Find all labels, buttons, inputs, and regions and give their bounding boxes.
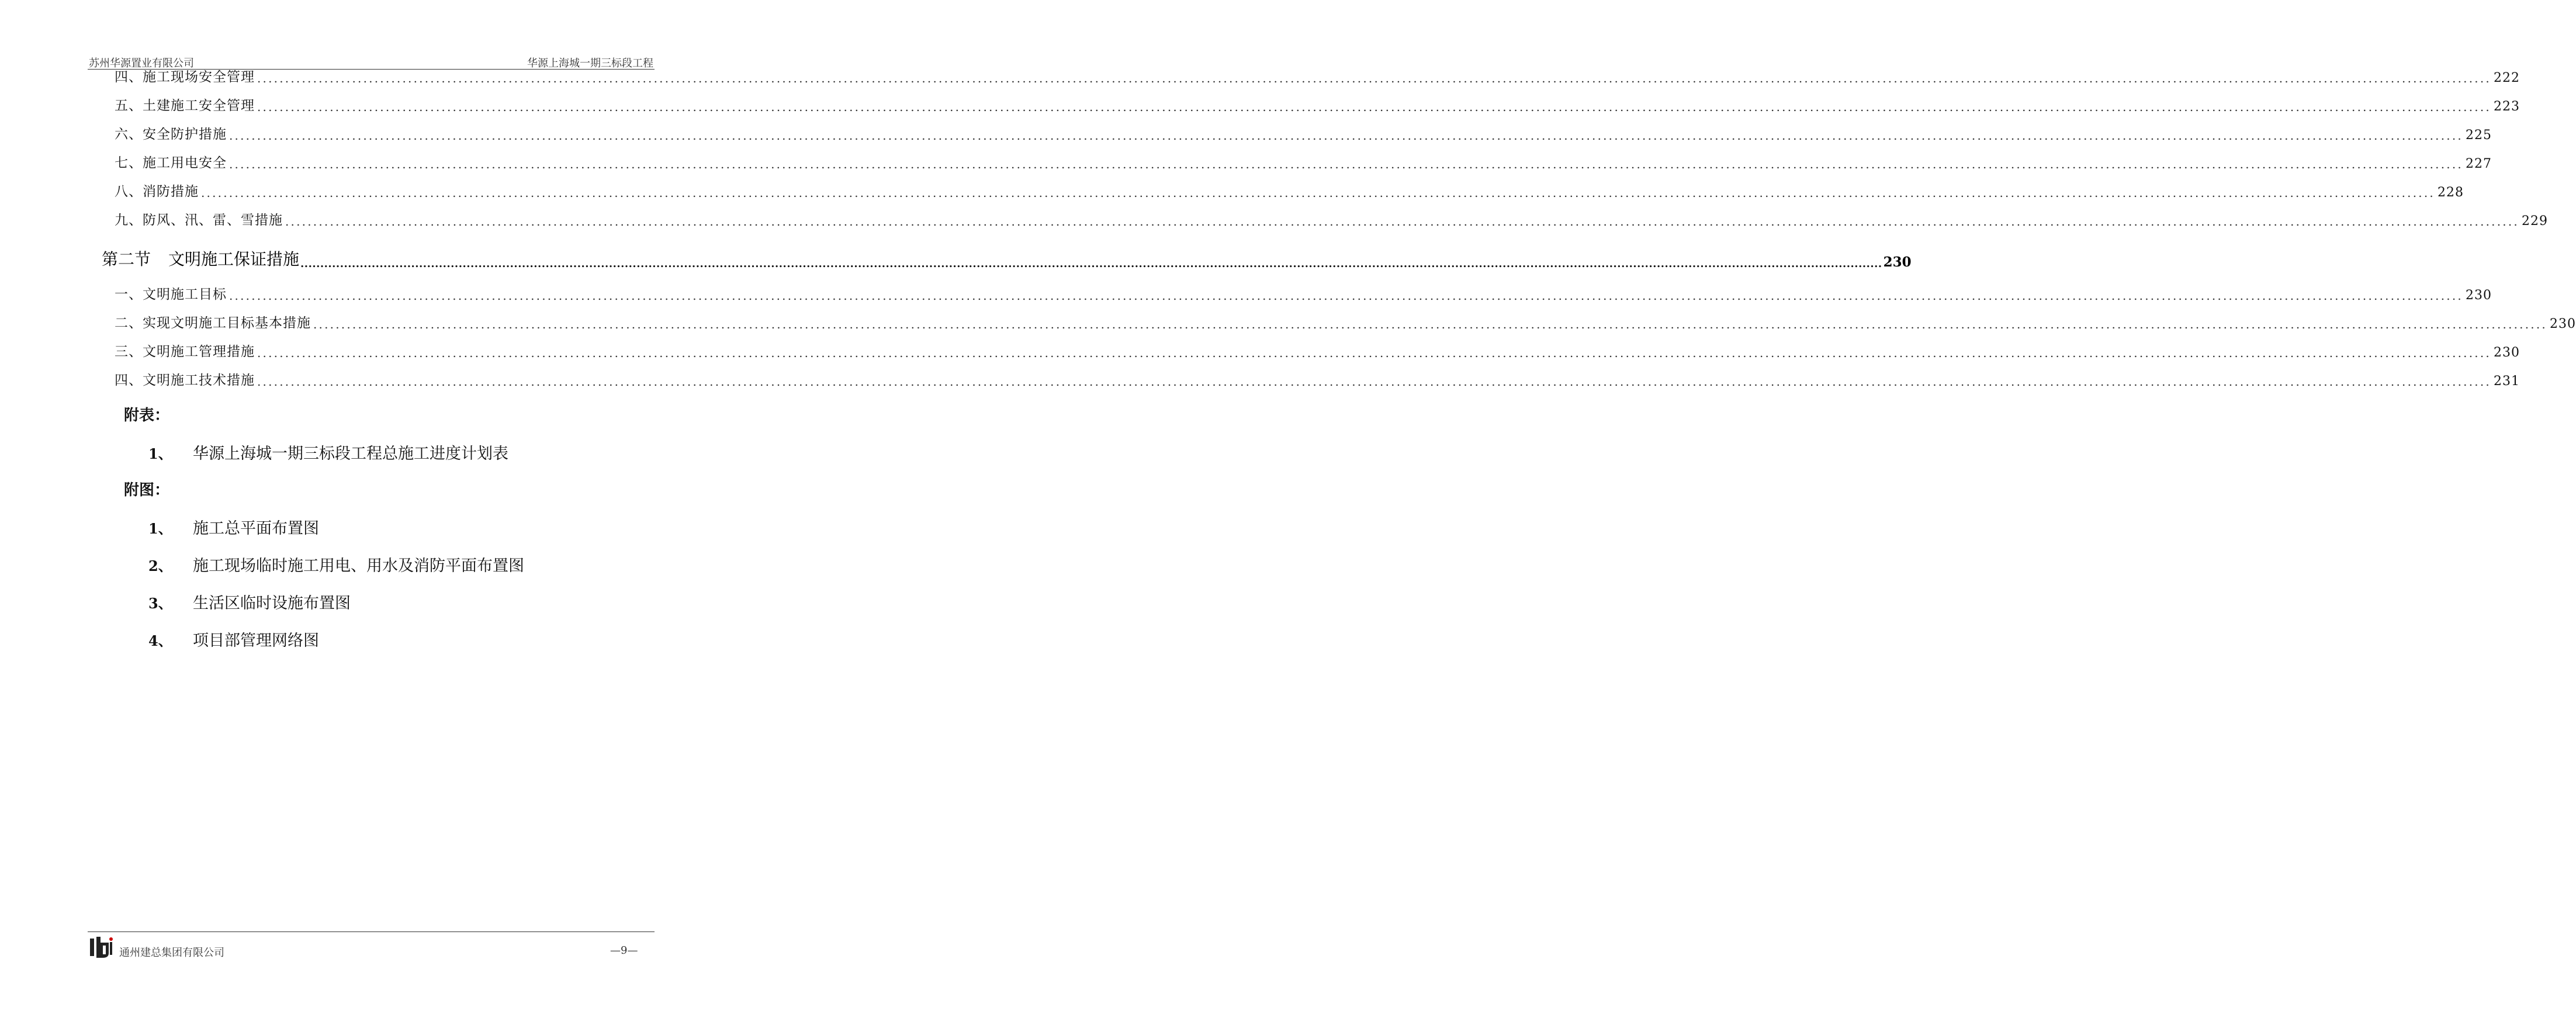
toc-entry-label: 八、消防措施 — [115, 184, 199, 199]
toc-entry-label: 七、施工用电安全 — [115, 155, 227, 171]
company-logo-icon — [89, 936, 113, 959]
header-right-project: 华源上海城一期三标段工程 — [527, 57, 653, 70]
footer-rule — [88, 931, 655, 932]
appendix-item-number: 1、 — [148, 445, 172, 462]
toc-entry[interactable] — [115, 94, 2520, 114]
toc-entry[interactable] — [115, 369, 2520, 389]
section-title: 文明施工保证措施 — [168, 250, 300, 269]
appendix-figure-item — [148, 515, 319, 538]
toc-entry-page: 230 — [2549, 317, 2576, 331]
toc-section-label — [102, 247, 299, 270]
footer-page-number: —9— — [610, 944, 638, 957]
toc-leader-dots: ................................................................................................................................................................................................................................................................................................................................................................................................................ — [313, 317, 2547, 331]
toc-entry-label: 一、文明施工目标 — [115, 287, 227, 302]
toc-entry-page: 230 — [2493, 345, 2520, 360]
appendix-table-heading: 附表： — [124, 407, 170, 424]
appendix-item-text: 项目部管理网络图 — [193, 632, 319, 650]
toc-entry-label: 九、防风、汛、雷、雪措施 — [115, 213, 283, 228]
toc-leader-dots: ................................................................................................................................................................................................................................................................................................................................................................................................................ — [257, 375, 2491, 389]
toc-entry-page: 231 — [2493, 374, 2520, 389]
toc-leader-dots: ................................................................................................................................................................................................................................................................................................................................................................................................................ — [257, 100, 2491, 114]
appendix-figure-heading: 附图： — [124, 482, 170, 499]
toc-entry[interactable] — [115, 123, 2492, 143]
toc-entry-label: 三、文明施工管理措施 — [115, 344, 255, 359]
toc-leader-dots: ................................................................................................................................................................................................................................................................................................................................................................................................................ — [201, 186, 2435, 200]
toc-entry-page: 222 — [2493, 71, 2520, 85]
appendix-item-text: 施工总平面布置图 — [193, 520, 319, 538]
toc-leader-dots: ................................................................................................................................................................................................................................................................................................................................................................................................................ — [300, 258, 1882, 270]
appendix-item-text: 华源上海城一期三标段工程总施工进度计划表 — [193, 445, 508, 463]
toc-leader-dots: ................................................................................................................................................................................................................................................................................................................................................................................................................ — [257, 346, 2491, 360]
appendix-item-number: 2、 — [148, 557, 172, 574]
toc-leader-dots: ................................................................................................................................................................................................................................................................................................................................................................................................................ — [285, 214, 2519, 228]
toc-leader-dots: ................................................................................................................................................................................................................................................................................................................................................................................................................ — [257, 71, 2491, 85]
appendix-item-text: 施工现场临时施工用电、用水及消防平面布置图 — [193, 557, 524, 575]
appendix-figure-item — [148, 590, 351, 613]
toc-entry-label: 二、实现文明施工目标基本措施 — [115, 316, 311, 331]
toc-entry-page: 225 — [2465, 128, 2492, 143]
toc-entry[interactable] — [115, 209, 2548, 228]
toc-entry-page: 228 — [2437, 185, 2464, 200]
toc-entry-label: 四、文明施工技术措施 — [115, 373, 255, 388]
appendix-figure-item — [148, 628, 319, 650]
toc-entry[interactable] — [115, 311, 2576, 331]
toc-entry[interactable] — [115, 151, 2492, 171]
toc-leader-dots: ................................................................................................................................................................................................................................................................................................................................................................................................................ — [229, 289, 2463, 303]
footer-company-name: 通州建总集团有限公司 — [119, 947, 224, 959]
appendix-item-text: 生活区临时设施布置图 — [193, 594, 351, 612]
toc-section-page: 230 — [1883, 254, 1912, 270]
section-number: 第二节 — [102, 250, 151, 269]
toc-entry[interactable] — [115, 180, 2464, 200]
toc-entry-page: 227 — [2465, 157, 2492, 171]
appendix-table-item — [148, 441, 508, 463]
header-left-company: 苏州华源置业有限公司 — [89, 57, 194, 70]
toc-entry-label: 五、土建施工安全管理 — [115, 98, 255, 113]
toc-entry-page: 230 — [2465, 288, 2492, 303]
toc-leader-dots: ................................................................................................................................................................................................................................................................................................................................................................................................................ — [229, 157, 2463, 171]
appendix-figure-item — [148, 553, 524, 576]
toc-entry-page: 223 — [2493, 99, 2520, 114]
toc-entry[interactable] — [115, 340, 2520, 360]
toc-entry-page: 229 — [2521, 214, 2548, 228]
toc-entry-label: 四、施工现场安全管理 — [115, 70, 255, 85]
toc-section-heading[interactable] — [102, 247, 1912, 270]
appendix-item-number: 3、 — [148, 595, 172, 612]
toc-entry[interactable] — [115, 283, 2492, 303]
toc-entry[interactable] — [115, 65, 2520, 85]
appendix-item-number: 1、 — [148, 520, 172, 537]
toc-entry-label: 六、安全防护措施 — [115, 127, 227, 142]
appendix-item-number: 4、 — [148, 632, 172, 649]
toc-leader-dots: ................................................................................................................................................................................................................................................................................................................................................................................................................ — [229, 129, 2463, 143]
